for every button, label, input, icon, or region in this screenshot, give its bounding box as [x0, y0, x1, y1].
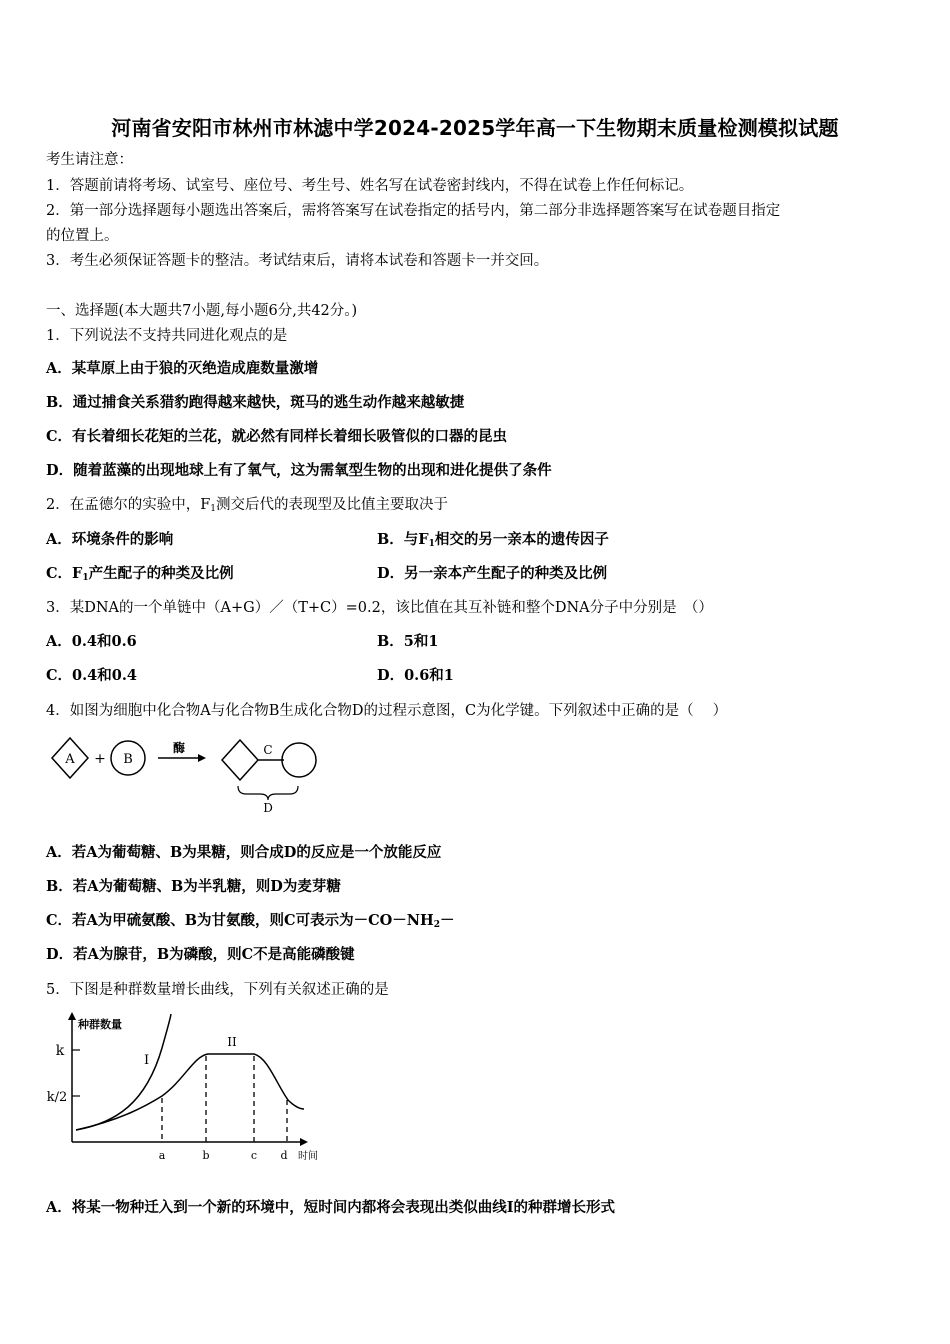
- x-tick-b: b: [202, 1149, 210, 1162]
- curve-ii-label: II: [227, 1035, 237, 1049]
- page-title: 河南省安阳市林州市林滤中学2024-2025学年高一下生物期末质量检测模拟试题: [111, 116, 839, 140]
- notice-item-3: 3．考生必须保证答题卡的整洁。考试结束后，请将本试卷和答题卡一并交回。: [46, 253, 549, 269]
- question-2-stem: 2．在孟德尔的实验中，$F_1$测交后代的表现型及比值主要取决于: [46, 497, 449, 514]
- plus-sign: +: [94, 751, 106, 767]
- x-tick-c: c: [250, 1149, 258, 1162]
- question-2-option-c: C．$F_1$产生配子的种类及比例: [46, 565, 234, 583]
- population-growth-graph: [46, 1008, 336, 1173]
- curve-i-label: I: [144, 1053, 150, 1068]
- question-5-option-a: A．将某一物种迁入到一个新的环境中，短时间内都将会表现出类似曲线Ⅰ的种群增长形式: [46, 1199, 616, 1216]
- product-d-label: D: [263, 801, 273, 815]
- curve-i-j-shaped: [76, 1014, 171, 1130]
- y-tick-half-k: k/2: [46, 1090, 68, 1105]
- y-axis-label: 种群数量: [78, 1018, 122, 1031]
- question-1-option-d: D．随着蓝藻的出现地球上有了氧气，这为需氧型生物的出现和进化提供了条件: [46, 462, 552, 479]
- x-axis-label: 时间: [298, 1151, 318, 1162]
- notice-item-1: 1．答题前请将考场、试室号、座位号、考生号、姓名写在试卷密封线内，不得在试卷上作任何标记。: [46, 178, 694, 194]
- x-tick-d: d: [280, 1149, 288, 1162]
- reaction-diagram: [46, 732, 336, 818]
- question-4-option-b: B．若A为葡萄糖、B为半乳糖，则D为麦芽糖: [46, 878, 341, 895]
- product-d-bracket: [238, 786, 298, 800]
- question-3-stem: 3．某DNA的一个单链中（A+G）／（T+C）=0.2，该比值在其互补链和整个DNA分子中分别是 （）: [46, 600, 713, 616]
- compound-b-label: B: [123, 752, 133, 767]
- question-4-option-a: A．若A为葡萄糖、B为果糖，则合成D的反应是一个放能反应: [46, 844, 442, 861]
- question-2-option-a: A．环境条件的影响: [46, 531, 174, 548]
- question-1-option-c: C．有长着细长花矩的兰花，就必然有同样长着细长吸管似的口器的昆虫: [46, 428, 508, 445]
- arrow-head-icon: [198, 754, 206, 762]
- question-1-option-b: B．通过捕食关系猎豹跑得越来越快，斑马的逃生动作越来越敏捷: [46, 394, 465, 411]
- question-3-option-d: D．0.6和1: [377, 667, 454, 684]
- notice-item-2-line-2: 的位置上。: [46, 228, 119, 244]
- product-circle: [282, 743, 316, 777]
- question-4-option-d: D．若A为腺苷，B为磷酸，则C不是高能磷酸键: [46, 946, 355, 963]
- notice-item-2-line-1: 2．第一部分选择题每小题选出答案后，需将答案写在试卷指定的括号内，第二部分非选择题答案写在试卷题目指定: [46, 203, 781, 219]
- y-tick-k: k: [55, 1043, 65, 1059]
- question-3-option-c: C．0.4和0.4: [46, 667, 137, 684]
- question-1-stem: 1．下列说法不支持共同进化观点的是: [46, 328, 288, 344]
- enzyme-label: 酶: [172, 741, 186, 755]
- question-4-stem: 4．如图为细胞中化合物A与化合物B生成化合物D的过程示意图，C为化学键。下列叙述中正确的是（ ）: [46, 703, 728, 719]
- section-heading: 一、选择题(本大题共7小题,每小题6分,共42分。): [46, 303, 358, 319]
- question-1-option-a: A．某草原上由于狼的灭绝造成鹿数量激增: [46, 360, 319, 377]
- x-axis-arrow-icon: [300, 1138, 308, 1146]
- x-tick-a: a: [158, 1149, 166, 1162]
- question-3-option-b: B．5和1: [377, 633, 439, 650]
- y-axis-arrow-icon: [68, 1012, 76, 1020]
- notice-heading: 考生请注意：: [46, 152, 133, 168]
- product-diamond: [222, 740, 258, 780]
- question-3-option-a: A．0.4和0.6: [46, 633, 137, 650]
- bond-c-label: C: [263, 743, 273, 757]
- question-2-option-d: D．另一亲本产生配子的种类及比例: [377, 565, 608, 582]
- compound-a-label: A: [65, 752, 75, 767]
- question-5-stem: 5．下图是种群数量增长曲线，下列有关叙述正确的是: [46, 982, 389, 998]
- question-4-option-c: C．若A为甲硫氨酸、B为甘氨酸，则C可表示为$-CO-NH_2-$: [46, 912, 455, 930]
- question-2-option-b: B．与$F_1$相交的另一亲本的遗传因子: [377, 531, 609, 549]
